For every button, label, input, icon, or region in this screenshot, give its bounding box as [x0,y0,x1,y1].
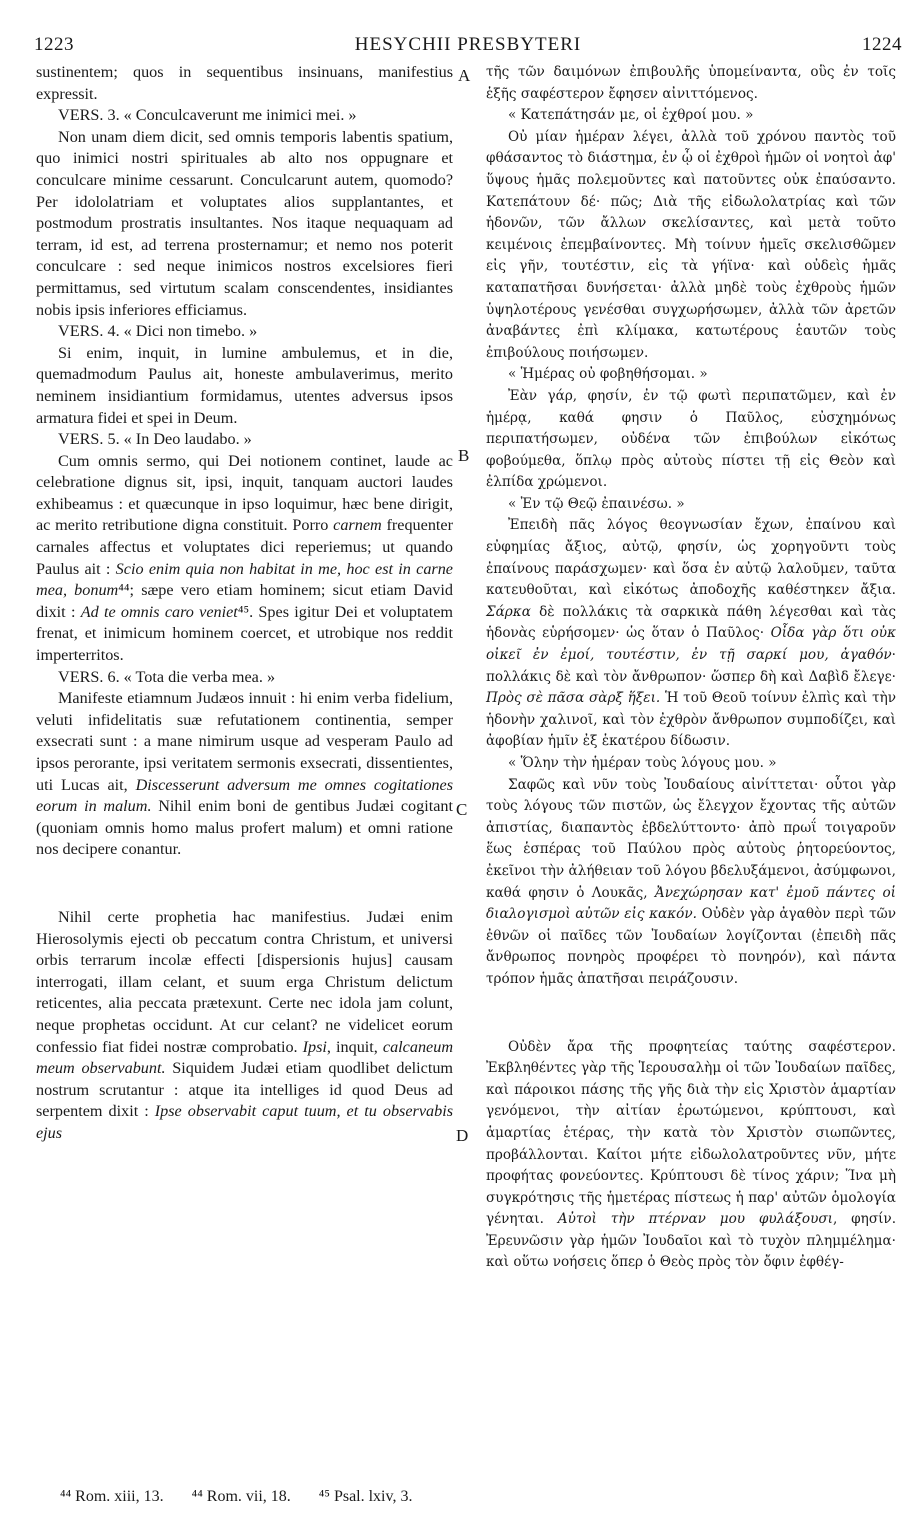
paragraph [36,451,453,667]
paragraph [486,1037,896,1275]
verse-heading: VERS. 4. « Dici non timebo. » [58,322,258,341]
text-run: frequenter carnales affectus et voluptates dici reperiemus; ut quando Paulus ait : [36,516,454,578]
verse-heading: « Ἐν τῷ Θεῷ ἐπαινέσω. » [508,495,685,512]
text-run: Ἡ τοῦ Θεοῦ τοίνυν ἐλπὶς καὶ τὴν ἡδονὴν χαλινοῖ, καὶ τὸν ἐχθρὸν ἄνθρωπον συμποδίζει, καὶ ἀφοβίαν ἡμῖν ἐξ ἑκατέρου δίδωσιν. [486,690,896,750]
text-run: · πολλάκις δὲ καὶ τὸν ἄνθρωπον· ὥσπερ δὴ καὶ Δαβὶδ ἔλεγε· [486,647,896,685]
quotation: Ad te omnis caro veniet [80,602,238,621]
footnote: ⁴⁴ Rom. xiii, 13. [60,1488,164,1505]
section-break [486,991,896,1037]
paragraph [36,907,453,1145]
footnote: ⁴⁵ Psal. lxiv, 3. [318,1488,413,1505]
text-run: Siquidem Judæi etiam quodlibet delictum nostrum scrutantur : atque ita intelliges id quod Deus ad serpentem dixit : [36,1059,453,1121]
quotation: calcaneum meum observabunt. [36,1037,454,1078]
verse-heading: « Ἡμέρας οὐ φοβηθήσομαι. » [508,366,708,383]
verse-heading: VERS. 3. « Conculcaverunt me inimici mei. » [58,106,357,125]
margin-letter-b: B [458,446,470,465]
text-run: Οὐδὲν γὰρ ἀγαθὸν περὶ τῶν ἐθνῶν οἱ παῖδες τῶν Ἰουδαίων λογίζονται (ἐπειδὴ πᾶς ἄνθρωπος πονηρὸς προφέρει τὸ πονηρόν), καὶ πάντα τρόπον ἡμᾶς ἀπατῆσαι πειράζουσιν. [486,906,896,987]
page-number-left: 1223 [34,34,74,55]
quotation: Ipse observabit caput tuum, et tu observabis ejus [36,1102,453,1142]
paragraph: sustinentem; quos in sequentibus insinuans, manifestius expressit. [36,63,453,103]
italic-run: carnem [333,516,382,535]
section-break [36,861,453,907]
footnotes [60,1488,860,1506]
paragraph: Non unam diem dicit, sed omnis temporis labentis spatium, quo inimici nostri spirituales ab alto nos oppugnare et conculcare minime cessarunt. Conculcarunt autem, quomodo? Per idololatriam et voluptates alios supplantantes, et postmodum prostratis insultantes. Nos itaque nequaquam ad terram, id est, ad terrena prosternamur; et nemo nos poterit conculcare : sed neque inimicos nostros excelsiores fieri permittamus, sed virtutum scalam conscendentes, insidiantes nobis ipsis inferiores efficiamus. [36,127,453,319]
page-header [34,34,902,58]
quotation: Οἶδα γὰρ ὅτι οὐκ οἰκεῖ ἐν ἐμοί, τουτέστιν, ἐν τῇ σαρκί μου, ἀγαθόν [486,625,896,664]
text-run: Cum omnis sermo, qui Dei notionem continet, laude ac celebratione dignus sit, ipsi, inquit, tanquam auctori laudes exhibeamus : et quæcunque in ipso loquimur, hæc bene dirigit, ac merito retributione digna constituit. Porro [36,451,453,535]
text-run: , inquit, [326,1037,383,1056]
paragraph: Ἐὰν γάρ, φησίν, ἐν τῷ φωτὶ περιπατῶμεν, καὶ ἐν ἡμέρᾳ, καθά φησιν ὁ Παῦλος, εὐσχημόνως περιπατήσωμεν, οὐδένα τῶν ἐπιβούλων εἰκότως φοβούμεθα, ὅπλῳ πρὸς αὐτοὺς πίστει τῇ εἰς Θεὸν καὶ ἐλπίδα χρώμενοι. [486,387,896,491]
margin-letter-d: D [456,1126,469,1145]
quotation: Πρὸς σὲ πᾶσα σὰρξ ἥξει. [486,690,661,707]
margin-letter-a: A [458,66,471,85]
quotation: Αὐτοὶ τὴν πτέρναν μου φυλάξουσι [557,1211,833,1228]
quotation: Scio enim quia non habitat in me, hoc est in carne mea, bonum [36,559,453,600]
quotation: Discesserunt adversum me omnes cogitationes eorum in malum. [36,775,453,816]
text-run: Nihil enim boni de gentibus Judæi cogitant (quoniam omnis homo malus profert malum) et omni ratione nos decipere conantur. [36,797,453,859]
verse-heading: VERS. 6. « Tota die verba mea. » [58,667,276,686]
paragraph [486,775,896,991]
verse-heading: « Κατεπάτησάν με, οἱ ἐχθροί μου. » [508,107,754,124]
text-run: δὲ πολλάκις τὰ σαρκικὰ πάθη λέγεσθαι καὶ τὰς ἡδονὰς εὑρήσομεν· ὡς ὅταν ὁ Παῦλος· [486,603,896,642]
italic-run: Ipsi [302,1037,327,1056]
verse-heading: « Ὅλην τὴν ἡμέραν τοὺς λόγους μου. » [508,755,777,771]
text-run: Ἐπειδὴ πᾶς λόγος θεογνωσίαν ἔχων, ἐπαίνου καὶ εὐφημίας ἄξιος, αὐτῷ, φησίν, ὡς χορηγοῦντι τοὺς ἐπαίνους παράσχωμεν· καὶ ὅσα ἐν αὐτῷ λαλοῦμεν, ταῦτα κατευθοῦται, καὶ εἰκότως ἀποδοχῆς καθέστηκεν ἄξια. [486,517,896,599]
text-run: Manifeste etiamnum Judæos innuit : hi enim verba fidelium, veluti infidelitatis suæ refutationem continentia, semper exsecrati sunt : a mane nimirum usque ad vesperam Paulo ad ipsos perorante, ipsi veritatem sermonis exsecrati, dissentientes, uti Lucas ait, [36,689,453,794]
paragraph: Οὐ μίαν ἡμέραν λέγει, ἀλλὰ τοῦ χρόνου παντὸς τοῦ φθάσαντος τὸ διάστημα, ἐν ᾧ οἱ ἐχθροὶ ἡμῶν οἱ νοητοὶ ἀφ' ὕψους ἡμᾶς πολεμοῦντες καὶ πατοῦντες οὐκ ἐπαύσαντο. Κατεπάτουν δέ· πῶς; Διὰ τῆς εἰδωλολατρίας καὶ τῶν ἡδονῶν, τῶν ἄλλων σκελίσαντες, καὶ μετὰ τοῦτο κειμένοις ἐπεμβαίνοντες. Μὴ τοίνυν ἡμεῖς σκελισθῶμεν εἰς γῆν, τουτέστιν, εἰς τὰ γήϊνα· καὶ οὐδεὶς ἡμᾶς καταπατῆσαι δυνήσεται· ἀλλὰ μηδὲ τοὺς ἐχθροὺς ἡμῶν ὑψηλοτέρους γενέσθαι συγχωρήσωμεν, ἀλλὰ τῶν ἀρετῶν ἀναβάντες ἐπὶ κλίμακα, κατωτέρους ἑαυτῶν τοὺς ἐπιβούλους ποιήσωμεν. [486,128,896,361]
text-run: , φησίν. Ἐρευνῶσιν γὰρ ἡμῶν Ἰουδαῖοι καὶ τὸ τυχὸν πλημμέλημα· καὶ οὕτω νοήσεις ὅπερ ὁ Θεὸς πρὸς τὸν ὄφιν ἐφθέγ- [486,1211,897,1271]
paragraph [486,515,896,753]
text-run: ⁴⁵. Spes igitur Dei et voluptatem frenat, et inimicum hominem coercet, et utrobique nos reddit imperterritos. [36,602,453,665]
greek-column [486,62,896,1274]
page-number-right: 1224 [862,34,902,55]
latin-column [36,62,453,1145]
text-run: Nihil certe prophetia hac manifestius. Judæi enim Hierosolymis ejecti ob peccatum contra Christum, et universi orbis terrarum incolæ effecti [dispersionis hujus] causam interrogati, illam celant, et suum erga Christum delictum reticentes, alia peccata prætexunt. Certe nec idola jam colunt, neque prophetas occidunt. At cur celant? ne videlicet eorum confessio fiat fidei nostræ comprobatio. [36,907,453,1056]
text-run: ⁴⁴; sæpe vero etiam hominem; sicut etiam David dixit : [36,581,453,621]
paragraph: τῆς τῶν δαιμόνων ἐπιβουλῆς ὑπομείναντα, οὓς ἐν τοῖς ἑξῆς σαφέστερον ἔφησεν αἰνιττόμενος. [486,64,896,102]
quotation: Ἀνεχώρησαν κατ' ἐμοῦ πάντες οἱ διαλογισμοὶ αὐτῶν εἰς κακόν. [486,884,897,923]
text-run: Σαφῶς καὶ νῦν τοὺς Ἰουδαίους αἰνίττεται· οὗτοι γὰρ τοὺς λόγους τῶν πιστῶν, ὡς ἔλεγχον ἔχοντας τῆς αὐτῶν ἀπιστίας, διαπαντὸς ἐβδελύττοντο· ἀπὸ πρωΐ τοιγαροῦν ἕως ἑσπέρας τοῦ Παύλου πρὸς αὐτοὺς ῥητορεύοντος, ἐκεῖνοι τὴν ἀλήθειαν τοῦ λόγου βδελυξάμενοι, ἀσύμφωνοι, καθά φησιν ὁ Λουκᾶς, [486,776,896,901]
footnote: ⁴⁴ Rom. vii, 18. [191,1488,291,1505]
running-head: HESYCHII PRESBYTERI [354,34,582,55]
italic-run: Σάρκα [486,603,531,620]
paragraph: Si enim, inquit, in lumine ambulemus, et in die, quemadmodum Paulus ait, honeste ambulaverimus, merito neminem insidiantium formidamus, utentes adversus ipsos armatura fidei et spei in Deum. [36,343,453,427]
verse-heading: VERS. 5. « In Deo laudabo. » [58,430,252,449]
text-run: Οὐδὲν ἄρα τῆς προφητείας ταύτης σαφέστερον. Ἐκβληθέντες γὰρ τῆς Ἱερουσαλὴμ οἱ τῶν Ἰουδαίων παῖδες, καὶ πάροικοι πάσης τῆς γῆς διὰ τὴν εἰς Χριστὸν ἁμαρτίαν γενόμενοι, τὴν αἰτίαν ἐρωτώμενοι, κρύπτουσι, καὶ ἁμαρτίας ἑτέρας, τὴν κατὰ τὸν Χριστὸν σιωπῶντες, προβάλλονται. Καίτοι μήτε εἰδωλολατροῦντες νῦν, μήτε προφήτας φονεύοντες. Κρύπτουσι δὲ τίνος χάριν; Ἵνα μὴ συγκρότησις τῆς ἡμετέρας πίστεως ἡ παρ' αὐτῶν ὁμολογία γένηται. [486,1038,896,1228]
margin-letter-c: C [456,800,468,819]
paragraph [36,688,453,861]
